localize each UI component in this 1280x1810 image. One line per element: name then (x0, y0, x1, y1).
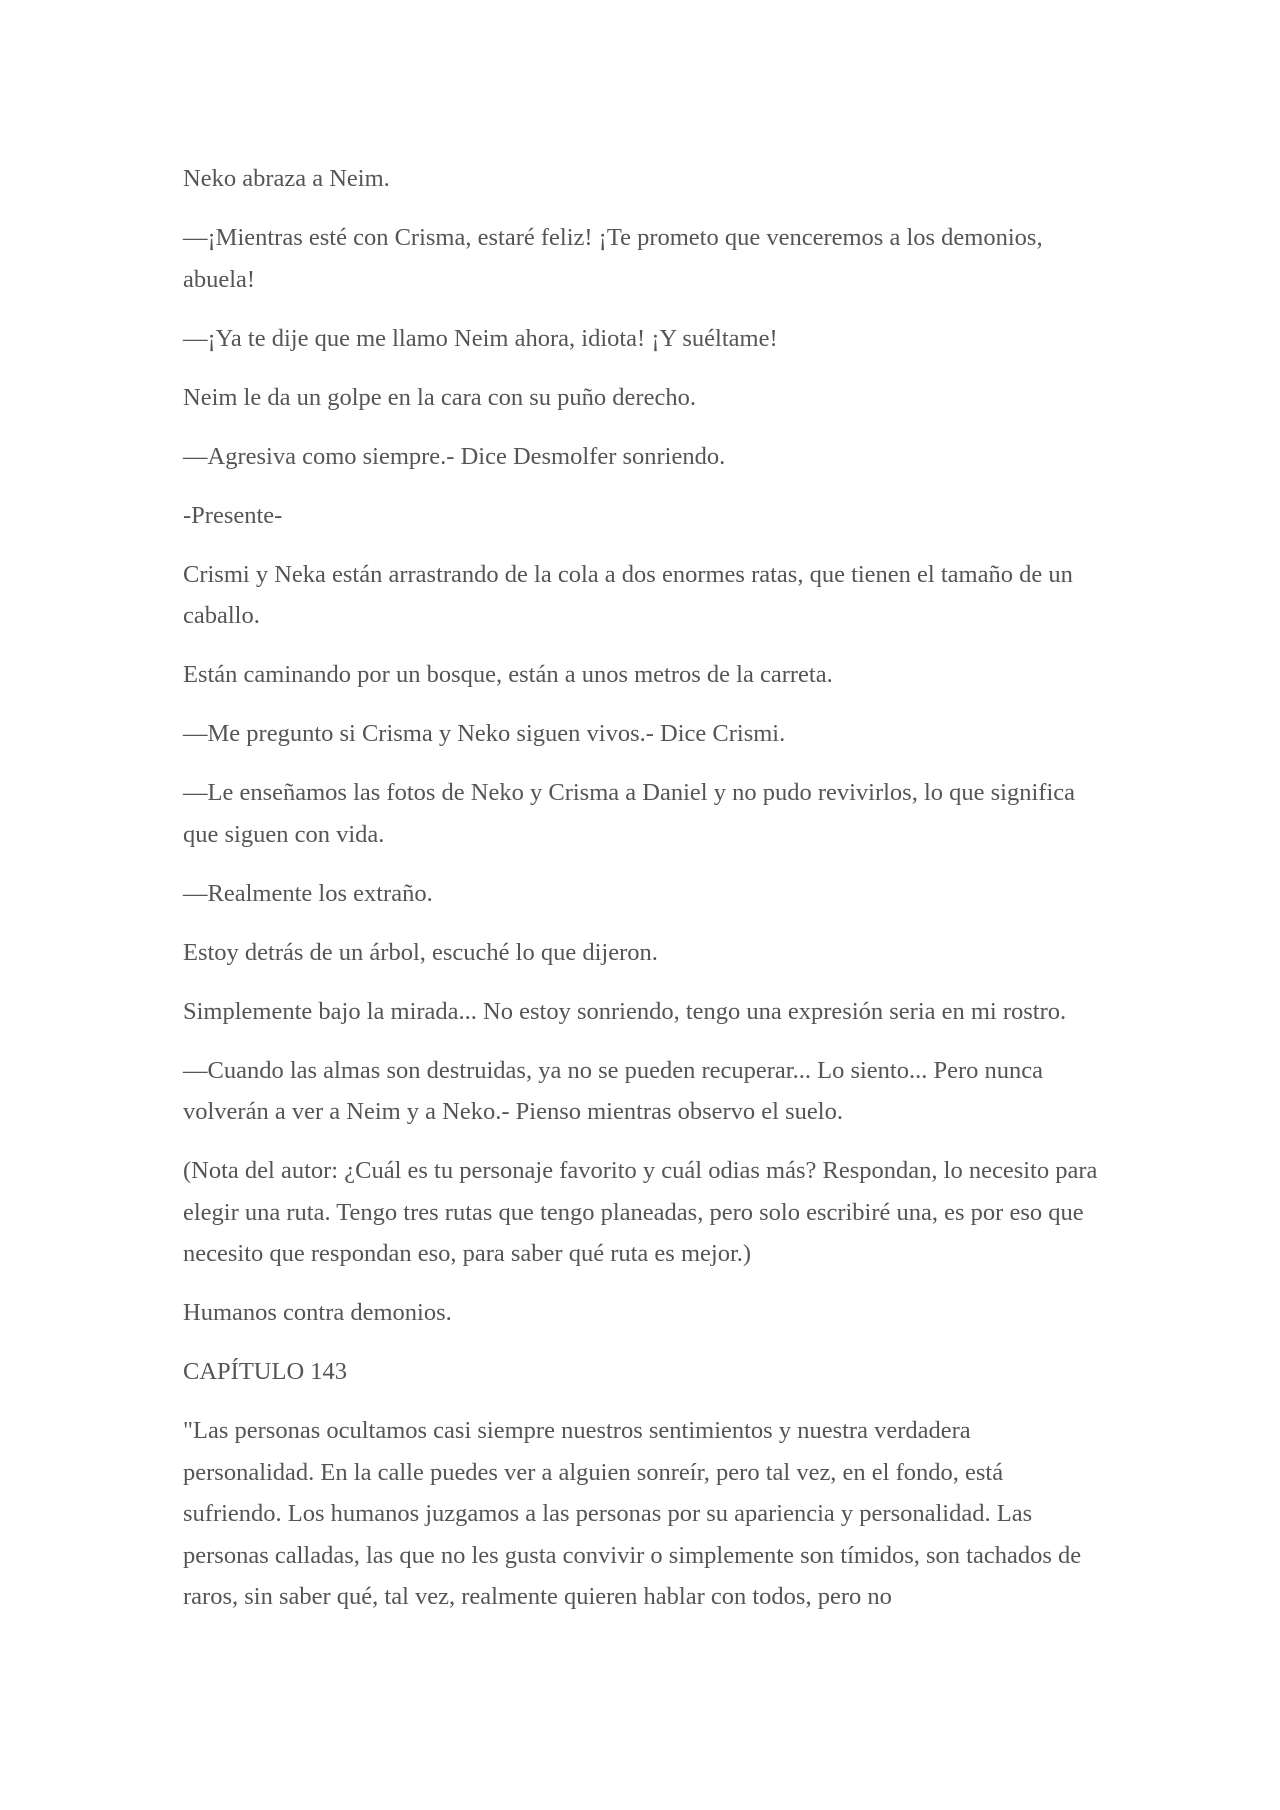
paragraph-2: —¡Mientras esté con Crisma, estaré feliz! ¡Te prometo que venceremos a los demonios, abuela! (183, 224, 1043, 293)
paragraph-14: —Cuando las almas son destruidas, ya no se pueden recuperar... Lo siento... Pero nunca volverán a ver a Neim y a Neko.- Pienso mientras observo el suelo. (183, 1056, 1044, 1125)
author-note: (Nota del autor: ¿Cuál es tu personaje favorito y cuál odias más? Respondan, lo necesito para elegir una ruta. Tengo tres rutas que tengo planeadas, pero solo escribiré una, es por eso que necesito que respondan eso, para saber qué ruta es mejor.) (183, 1157, 1098, 1267)
paragraph-10: —Le enseñamos las fotos de Neko y Crisma a Daniel y no pudo revivirlos, lo que significa que siguen con vida. (183, 779, 1076, 848)
paragraph-1: Neko abraza a Neim. (183, 165, 390, 192)
paragraph-3: —¡Ya te dije que me llamo Neim ahora, idiota! ¡Y suéltame! (183, 324, 778, 352)
paragraph-8: Están caminando por un bosque, están a unos metros de la carreta. (183, 661, 833, 688)
document-page (183, 158, 1103, 1635)
paragraph-7: Crismi y Neka están arrastrando de la cola a dos enormes ratas, que tienen el tamaño de un caballo. (183, 560, 1073, 629)
chapter-number: CAPÍTULO 143 (183, 1358, 348, 1385)
paragraph-12: Estoy detrás de un árbol, escuché lo que dijeron. (183, 938, 658, 966)
paragraph-9: —Me pregunto si Crisma y Neko siguen vivos.- Dice Crismi. (183, 720, 786, 747)
chapter-title: Humanos contra demonios. (183, 1299, 452, 1326)
scene-marker: -Presente- (183, 501, 283, 529)
paragraph-4: Neim le da un golpe en la cara con su puño derecho. (183, 383, 696, 411)
paragraph-13: Simplemente bajo la mirada... No estoy sonriendo, tengo una expresión seria en mi rostro. (183, 997, 1067, 1025)
paragraph-5: —Agresiva como siempre.- Dice Desmolfer sonriendo. (183, 442, 726, 470)
paragraph-18: "Las personas ocultamos casi siempre nuestros sentimientos y nuestra verdadera personalidad. En la calle puedes ver a alguien sonreír, pero tal vez, en el fondo, está sufriendo. Los humanos juzgamos a las personas por su apariencia y personalidad. Las personas calladas, las que no les gusta convivir o simplemente son tímidos, son tachados de raros, sin saber qué, tal vez, realmente quieren hablar con todos, pero no (183, 1417, 1082, 1610)
paragraph-11: —Realmente los extraño. (183, 879, 433, 907)
